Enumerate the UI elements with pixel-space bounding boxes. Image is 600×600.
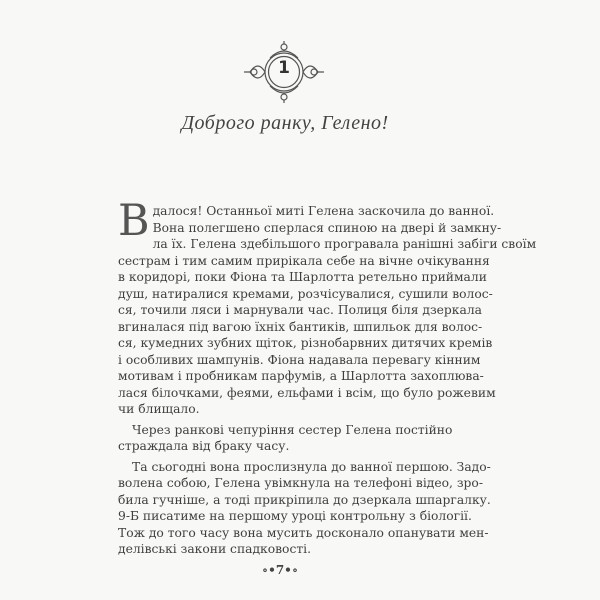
chapter-title: Доброго ранку, Гелено! [181,112,389,134]
text-line: чи блищало. [118,402,200,416]
body-text [118,196,537,558]
drop-cap: В [118,196,150,246]
text-line: і особливих шампунів. Фіона надавала перевагу кінним [118,352,481,367]
text-line: била гучніше, а тоді прикріпила до дзеркала шпаргалку. [118,492,491,507]
ornament-left: ∘• [261,563,276,577]
text-line: страждала від браку часу. [118,439,290,453]
text-line: Та сьогодні вона прослизнула до ванної першою. Задо- [132,459,491,474]
text-line: волена собою, Гелена увімкнула на телефоні відео, зро- [118,476,483,490]
text-line: далося! Останньої миті Гелена заскочила до ванної. [152,204,495,218]
text-line: ся, кумедних зубних щіток, різнобарвних дитячих кремів [118,336,493,350]
text-line: ся, точили ляси і марнували час. Полиця біля дзеркала [118,303,482,317]
text-line: в коридорі, поки Фіона та Шарлотта ретельно приймали [118,270,487,284]
page-number-footer [250,563,310,577]
text-line: Вона полегшено сперлася спиною на двері й замкну- [152,220,502,235]
text-line: вгиналася під вагою їхніх бантиків, шпильок для волос- [118,319,483,334]
text-line: сестрам і тим самим прирікала себе на вічне очікування [118,253,490,268]
text-line: душ, натиралися кремами, розчісувалися, сушили волос- [118,286,493,301]
text-line: Тож до того часу вона мусить досконало опанувати мен- [118,525,489,540]
text-line: ла їх. Гелена здебільшого програвала ранішні забіги своїм [152,237,537,251]
ornament-right: •∘ [284,563,299,577]
page-number: 7 [275,563,285,577]
text-line: лася білочками, феями, ельфами і всім, що було рожевим [118,385,496,400]
text-line: 9-Б писатиме на першому уроці контрольну з біології. [118,509,472,523]
text-line: Через ранкові чепуріння сестер Гелена постійно [132,422,453,437]
chapter-number: 1 [278,58,290,78]
text-line: делівські закони спадковості. [118,542,311,556]
text-line: мотивам і пробникам парфумів, а Шарлотта захоплюва- [118,369,484,383]
